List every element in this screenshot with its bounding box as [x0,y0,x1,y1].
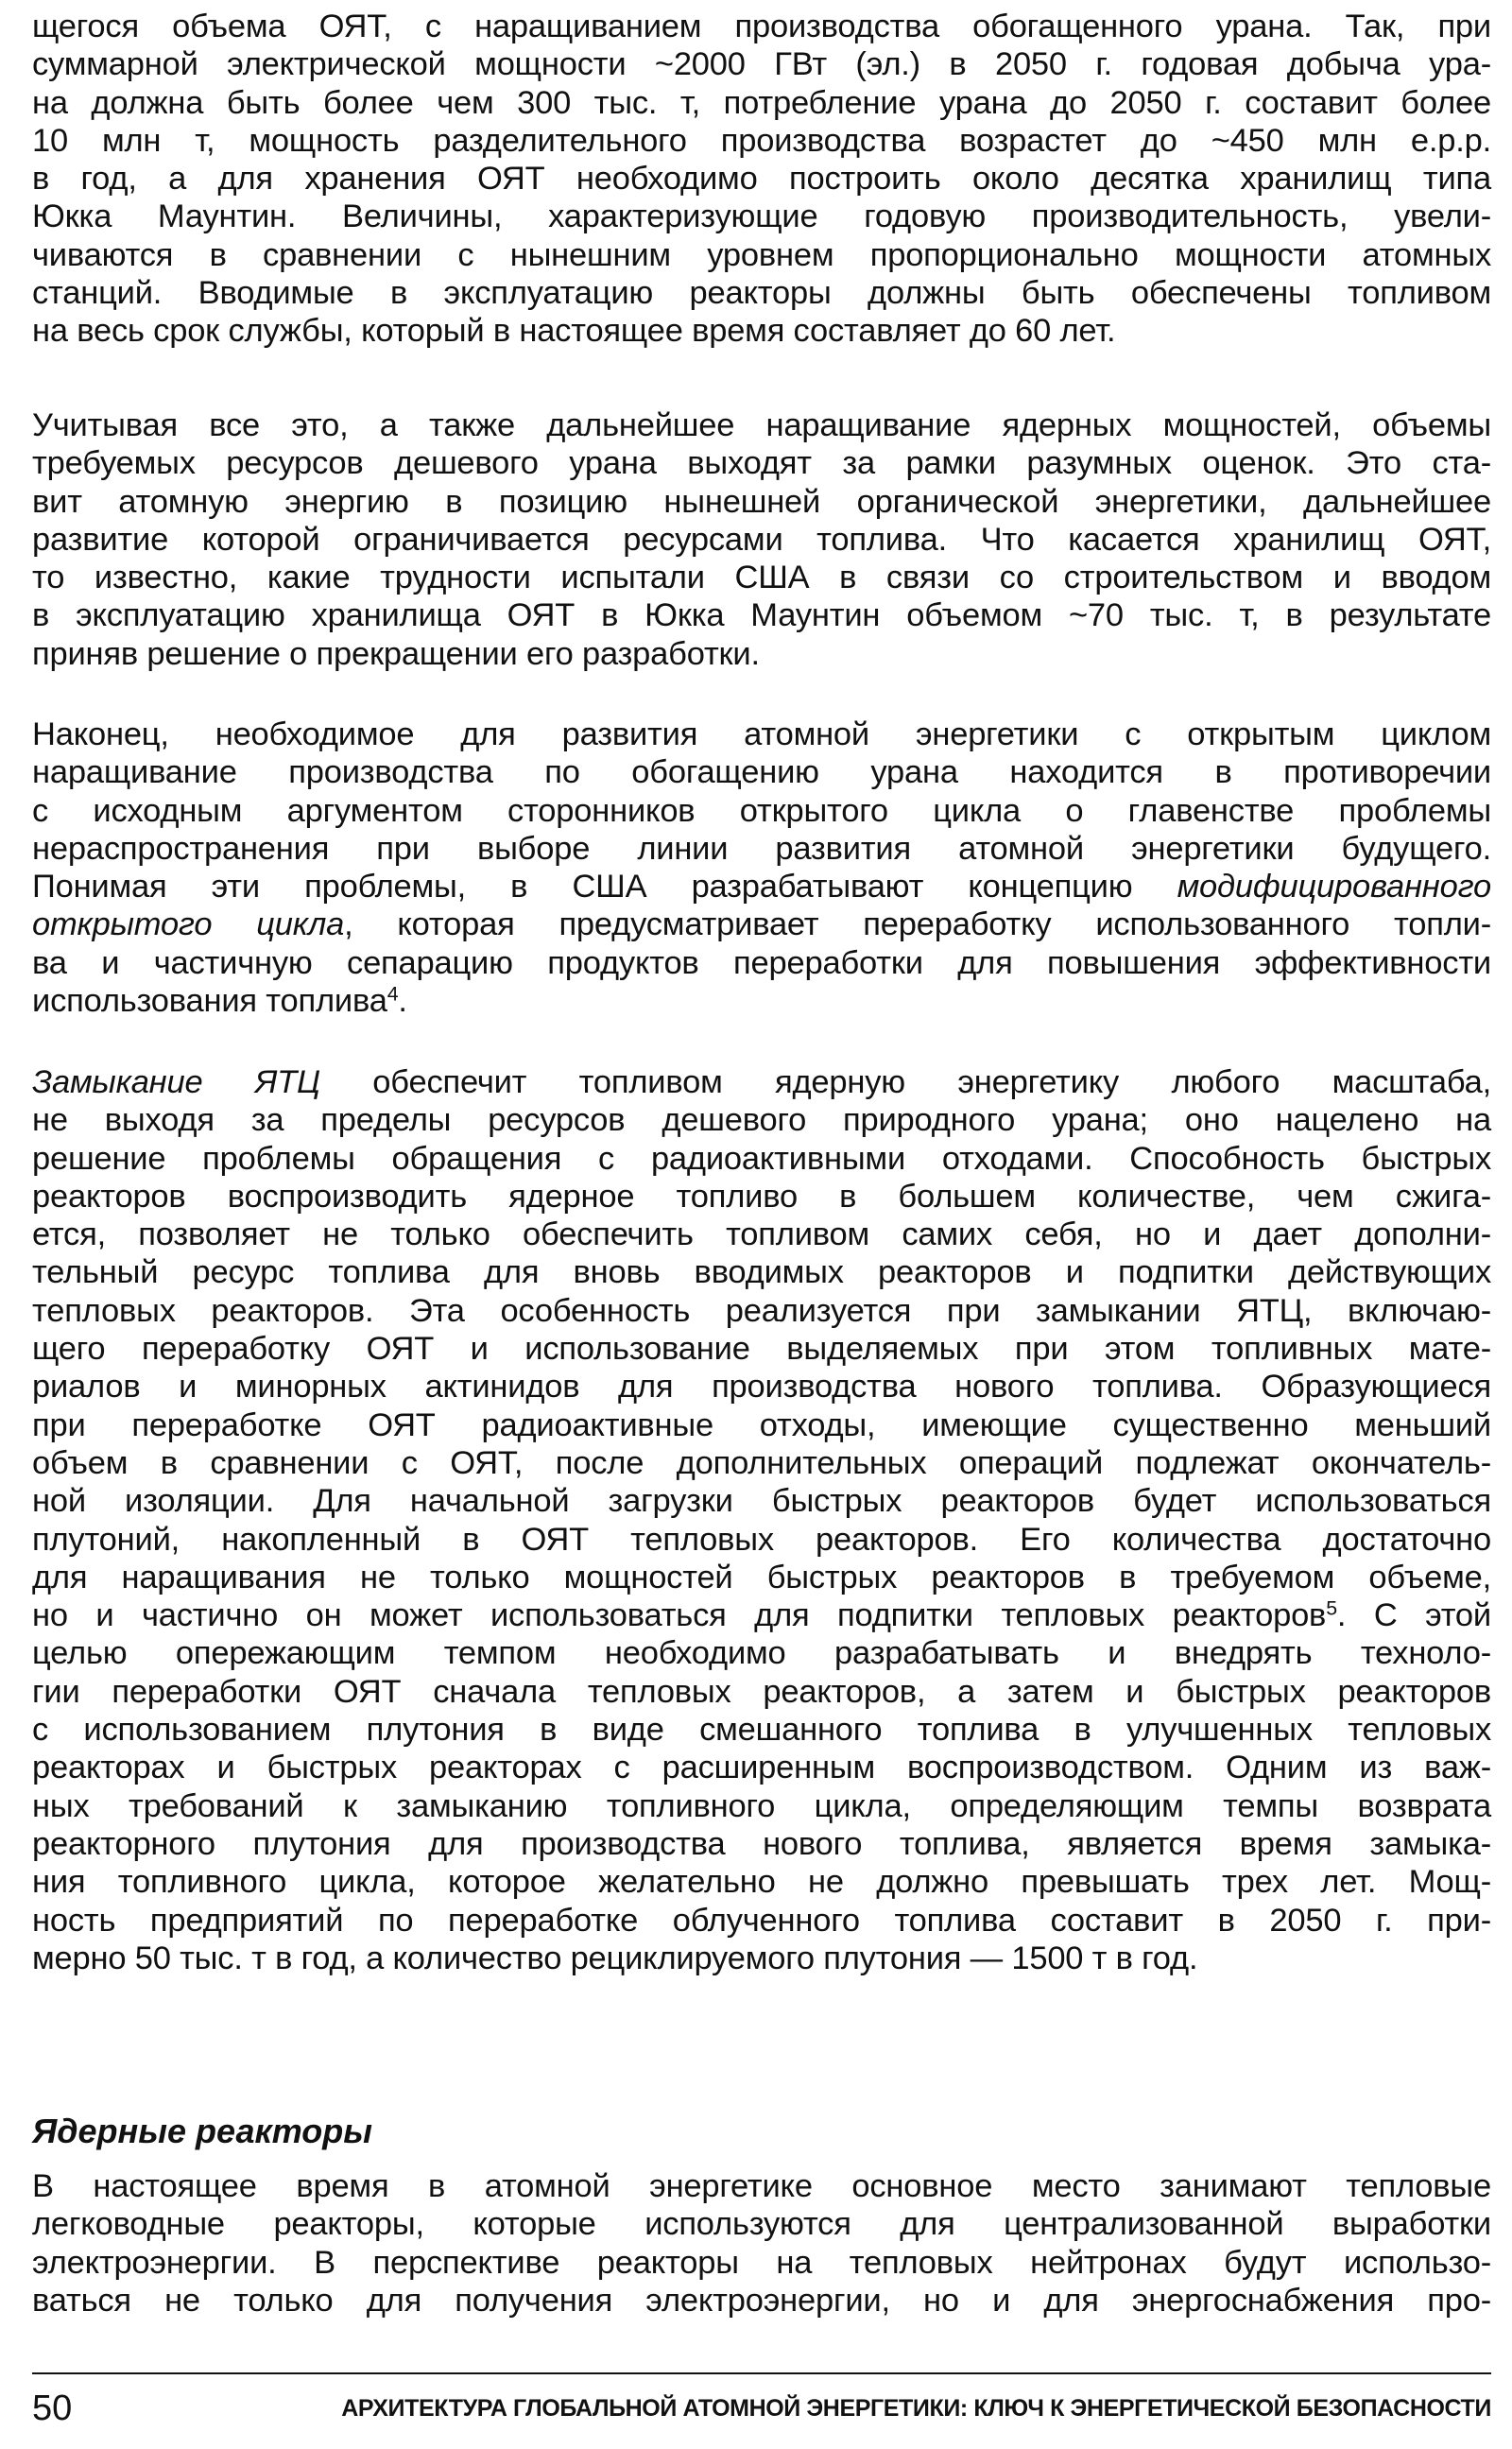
text-line: суммарной электрической мощности ~2000 ГВт (эл.) в 2050 г. годовая добыча ура- [32,46,1491,83]
text-line: реакторов воспроизводить ядерное топливо в большем количестве, чем сжига- [32,1178,1491,1215]
text-line: приняв решение о прекращении его разработки. [32,635,760,672]
text-line: в год, а для хранения ОЯТ необходимо построить около десятка хранилищ типа [32,161,1491,198]
page-number: 50 [32,2389,73,2428]
text-segment: обеспечит топливом ядерную энергетику любого масштаба, [319,1064,1491,1100]
text-line: при переработке ОЯТ радиоактивные отходы, имеющие существенно меньший [32,1406,1491,1443]
text-line [32,1063,1491,1101]
text-line: чиваются в сравнении с нынешним уровнем пропорционально мощности атомных [32,236,1491,273]
text-line: объем в сравнении с ОЯТ, после дополнительных операций подлежат окончатель- [32,1444,1491,1481]
paragraph-5 [32,2167,1491,2320]
text-line: развитие которой ограничивается ресурсами топлива. Что касается хранилищ ОЯТ, [32,521,1491,558]
paragraph-1 [32,8,1491,351]
italic-term: Замыкание ЯТЦ [32,1064,320,1100]
paragraph-2 [32,406,1491,673]
text-line [32,868,1491,905]
text-line: Юкка Маунтин. Величины, характеризующие годовую производительность, увели- [32,198,1491,235]
text-segment: но и частично он может использоваться для подпитки тепловых реакторов [32,1597,1327,1634]
text-line: тепловых реакторов. Эта особенность реализуется при замыкании ЯТЦ, включаю- [32,1292,1491,1329]
footer-divider [32,2372,1491,2374]
text-line: не выходя за пределы ресурсов дешевого природного урана; оно нацелено на [32,1102,1491,1139]
running-title: АРХИТЕКТУРА ГЛОБАЛЬНОЙ АТОМНОЙ ЭНЕРГЕТИКИ: КЛЮЧ К ЭНЕРГЕТИЧЕСКОЙ БЕЗОПАСНОСТИ [341,2395,1491,2422]
text-line: легководные реакторы, которые используются для централизованной выработки [32,2206,1491,2243]
footnote-ref: 5 [1326,1596,1337,1620]
text-line: требуемых ресурсов дешевого урана выходят за рамки разумных оценок. Это ста- [32,445,1491,482]
footnote-ref: 4 [387,982,399,1006]
text-line: в эксплуатацию хранилища ОЯТ в Юкка Маунтин объемом ~70 тыс. т, в результате [32,597,1491,634]
text-line: гии переработки ОЯТ сначала тепловых реакторов, а затем и быстрых реакторов [32,1673,1491,1710]
text-line: электроэнергии. В перспективе реакторы на тепловых нейтронах будут использо- [32,2244,1491,2281]
text-line: ва и частичную сепарацию продуктов переработки для повышения эффективности [32,944,1491,981]
text-line: целью опережающим темпом необходимо разрабатывать и внедрять техноло- [32,1635,1491,1672]
text-line: реакторного плутония для производства нового топлива, является время замыка- [32,1825,1491,1862]
text-line: ность предприятий по переработке облученного топлива составит в 2050 г. при- [32,1902,1491,1939]
text-line: с использованием плутония в виде смешанного топлива в улучшенных тепловых [32,1712,1491,1749]
text-segment: использования топлива [32,983,387,1020]
text-line [32,982,1491,1020]
text-line: тельный ресурс топлива для вновь вводимых реакторов и подпитки действующих [32,1254,1491,1291]
text-line: ной изоляции. Для начальной загрузки быстрых реакторов будет использоваться [32,1483,1491,1520]
text-line: нераспространения при выборе линии развития атомной энергетики будущего. [32,830,1491,867]
text-line: риалов и минорных актинидов для производства нового топлива. Образующиеся [32,1369,1491,1406]
text-line: с исходным аргументом сторонников открытого цикла о главенстве проблемы [32,792,1491,829]
text-line: на весь срок службы, который в настоящее время составляет до 60 лет. [32,313,1116,350]
text-line: ется, позволяет не только обеспечить топливом самих себя, но и дает дополни- [32,1216,1491,1253]
text-segment: Понимая эти проблемы, в США разрабатывают концепцию [32,869,1177,905]
text-segment: . [398,983,407,1020]
text-line: реакторах и быстрых реакторах с расширенным воспроизводством. Одним из важ- [32,1750,1491,1786]
text-line: щегося объема ОЯТ, с наращиванием производства обогащенного урана. Так, при [32,9,1491,44]
text-line: 10 млн т, мощность разделительного производства возрастет до ~450 млн е.р.р. [32,122,1491,159]
italic-term: модифицированного [1177,869,1491,905]
text-line: ния топливного цикла, которое желательно не должно превышать трех лет. Мощ- [32,1864,1491,1901]
text-line: то известно, какие трудности испытали США в связи со строительством и вводом [32,560,1491,596]
text-line: наращивание производства по обогащению урана находится в противоречии [32,754,1491,791]
text-line: станций. Вводимые в эксплуатацию реакторы должны быть обеспечены топливом [32,275,1491,312]
text-line: ных требований к замыканию топливного цикла, определяющим темпы возврата [32,1787,1491,1824]
text-line: плутоний, накопленный в ОЯТ тепловых реакторов. Его количества достаточно [32,1521,1491,1558]
text-line: на должна быть более чем 300 тыс. т, потребление урана до 2050 г. составит более [32,84,1491,121]
section-heading: Ядерные реакторы [32,2112,372,2150]
text-segment: . С этой [1336,1597,1491,1634]
text-line: для наращивания не только мощностей быстрых реакторов в требуемом объеме, [32,1559,1491,1595]
paragraph-3 [32,716,1491,1020]
paragraph-4 [32,1063,1491,1977]
text-line: щего переработку ОЯТ и использование выделяемых при этом топливных мате- [32,1331,1491,1368]
text-line: Наконец, необходимое для развития атомной энергетики с открытым циклом [32,716,1491,752]
text-line: В настоящее время в атомной энергетике основное место занимают тепловые [32,2168,1491,2204]
text-line: решение проблемы обращения с радиоактивными отходами. Способность быстрых [32,1140,1491,1177]
text-line: ваться не только для получения электроэнергии, но и для энергоснабжения про- [32,2282,1491,2319]
text-line: мерно 50 тыс. т в год, а количество рециклируемого плутония — 1500 т в год. [32,1940,1198,1976]
text-line: Учитывая все это, а также дальнейшее наращивание ядерных мощностей, объемы [32,407,1491,443]
text-line [32,1596,1491,1634]
text-line: вит атомную энергию в позицию нынешней органической энергетики, дальнейшее [32,483,1491,520]
italic-term: открытого цикла [32,906,345,943]
document-page [32,0,1491,2449]
text-line [32,905,1491,943]
text-segment: , которая предусматривает переработку использованного топли- [344,906,1491,943]
